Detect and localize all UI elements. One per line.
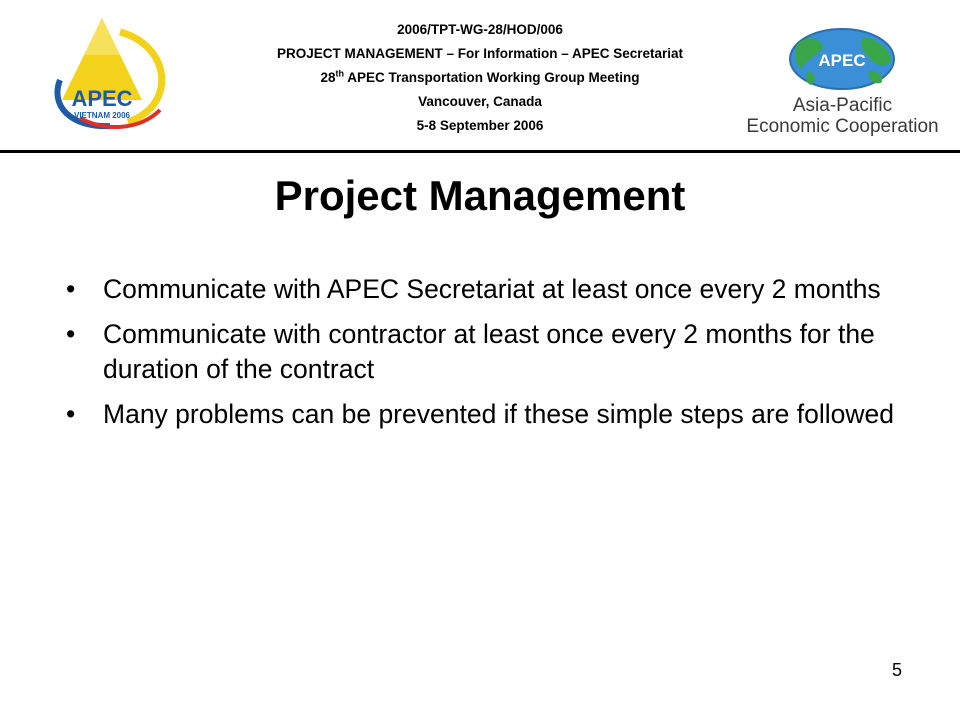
logo-triangle-highlight bbox=[84, 18, 120, 55]
apec-vietnam-logo-icon bbox=[50, 10, 180, 135]
bullet-item bbox=[58, 272, 908, 307]
bullet-marker: • bbox=[66, 274, 76, 304]
logo-left-wordmark: APEC bbox=[71, 86, 133, 111]
doc-code: 2006/TPT-WG-28/HOD/006 bbox=[397, 22, 563, 37]
meeting-name: APEC Transportation Working Group Meeting bbox=[347, 70, 640, 85]
bullet-item bbox=[58, 397, 908, 432]
bullet-list bbox=[58, 272, 908, 442]
apec-name-line2: Economic Cooperation bbox=[746, 116, 939, 137]
bullet-marker: • bbox=[66, 399, 76, 429]
globe-wordmark: APEC bbox=[818, 51, 866, 70]
header-divider bbox=[0, 150, 960, 153]
bullet-text: Many problems can be prevented if these simple steps are followed bbox=[103, 399, 895, 429]
apec-name-line1: Asia-Pacific bbox=[792, 95, 893, 116]
apec-organization-name bbox=[745, 95, 940, 137]
bullet-item bbox=[58, 317, 908, 387]
logo-left-caption: VIETNAM 2006 bbox=[73, 111, 131, 120]
bullet-text: Communicate with contractor at least once every 2 months for the duration of the contract bbox=[103, 319, 875, 384]
bullet-text: Communicate with APEC Secretariat at least once every 2 months bbox=[103, 274, 881, 304]
bullet-marker: • bbox=[66, 319, 76, 349]
meeting-ordinal: th bbox=[335, 68, 344, 79]
meeting-number: 28 bbox=[320, 70, 336, 85]
apec-globe-icon bbox=[745, 25, 940, 95]
apec-vietnam-2006-logo bbox=[50, 10, 180, 135]
header-subtitle: PROJECT MANAGEMENT – For Information – APEC Secretariat bbox=[276, 46, 684, 61]
header-info bbox=[190, 18, 770, 138]
slide-title: Project Management bbox=[274, 172, 686, 219]
meeting-line bbox=[190, 66, 770, 90]
page-number: 5 bbox=[891, 660, 902, 680]
meeting-dates: 5-8 September 2006 bbox=[416, 118, 544, 133]
apec-globe-logo bbox=[745, 25, 940, 150]
meeting-location: Vancouver, Canada bbox=[418, 94, 542, 109]
